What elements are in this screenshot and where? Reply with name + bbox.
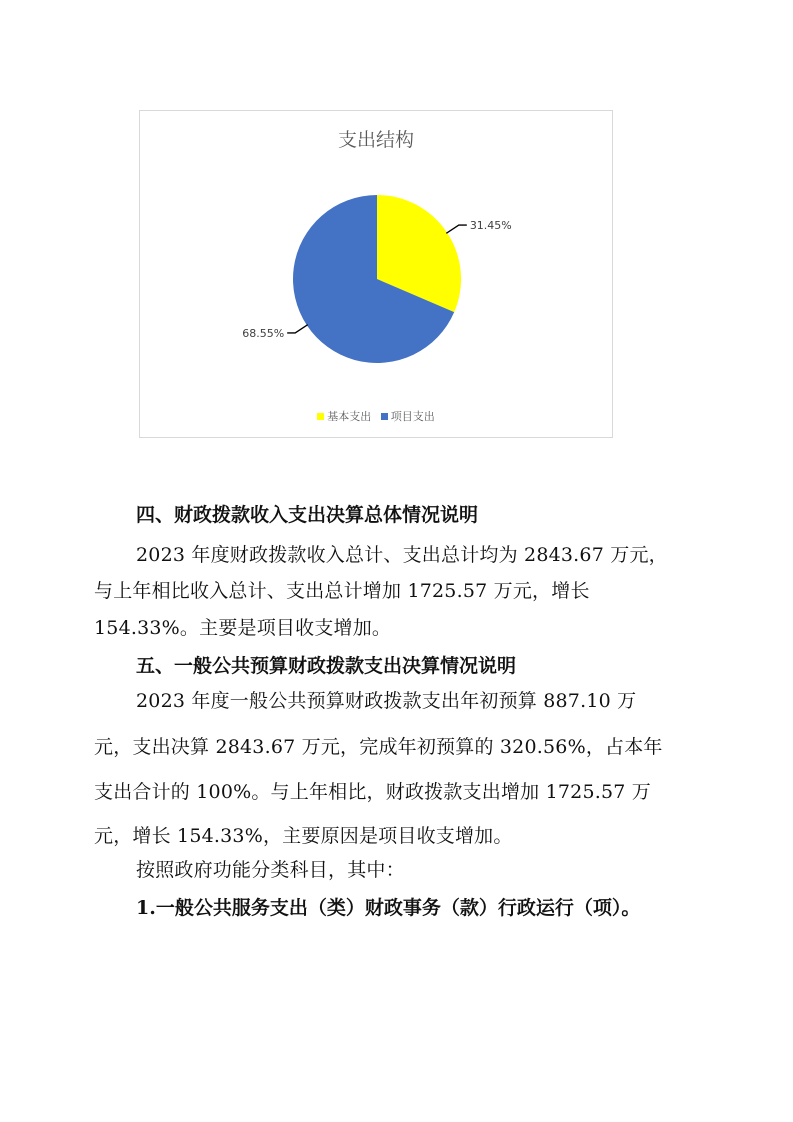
legend-item-project (381, 408, 435, 424)
chart-legend (140, 408, 612, 424)
section-4-line-1: 2023 年度财政拨款收入总计、支出总计均为 2843.67 万元， (136, 544, 668, 566)
section-4-line-2: 与上年相比收入总计、支出总计增加 1725.57 万元，增长 (94, 580, 590, 602)
section-5-line-3: 支出合计的 100%。与上年相比，财政拨款支出增加 1725.57 万 (94, 781, 652, 803)
leader-line-basic (446, 225, 467, 233)
section-5-line-4: 元，增长 154.33%，主要原因是项目收支增加。 (94, 825, 513, 847)
legend-swatch-project (381, 413, 388, 420)
pie-chart-svg (140, 111, 612, 437)
data-label-basic: 31.45% (469, 219, 512, 233)
data-label-project: 68.55% (242, 326, 285, 340)
legend-item-basic (317, 408, 371, 424)
legend-label-basic: 基本支出 (327, 410, 372, 423)
section-4-heading: 四、财政拨款收入支出决算总体情况说明 (136, 504, 479, 526)
section-5-line-2: 元，支出决算 2843.67 万元，完成年初预算的 320.56%，占本年 (94, 736, 663, 758)
legend-label-project: 项目支出 (390, 410, 435, 423)
leader-line-project (287, 325, 308, 333)
legend-swatch-basic (317, 413, 324, 420)
section-5-intro: 按照政府功能分类科目，其中： (136, 859, 405, 881)
section-5-heading: 五、一般公共预算财政拨款支出决算情况说明 (136, 655, 517, 677)
pie-chart (139, 110, 613, 438)
section-5-item-1: 1.一般公共服务支出（类）财政事务（款）行政运行（项）。 (136, 897, 641, 919)
section-5-line-1: 2023 年度一般公共预算财政拨款支出年初预算 887.10 万 (136, 690, 637, 712)
chart-title: 支出结构 (337, 129, 414, 151)
section-4-line-3: 154.33%。主要是项目收支增加。 (94, 617, 392, 639)
